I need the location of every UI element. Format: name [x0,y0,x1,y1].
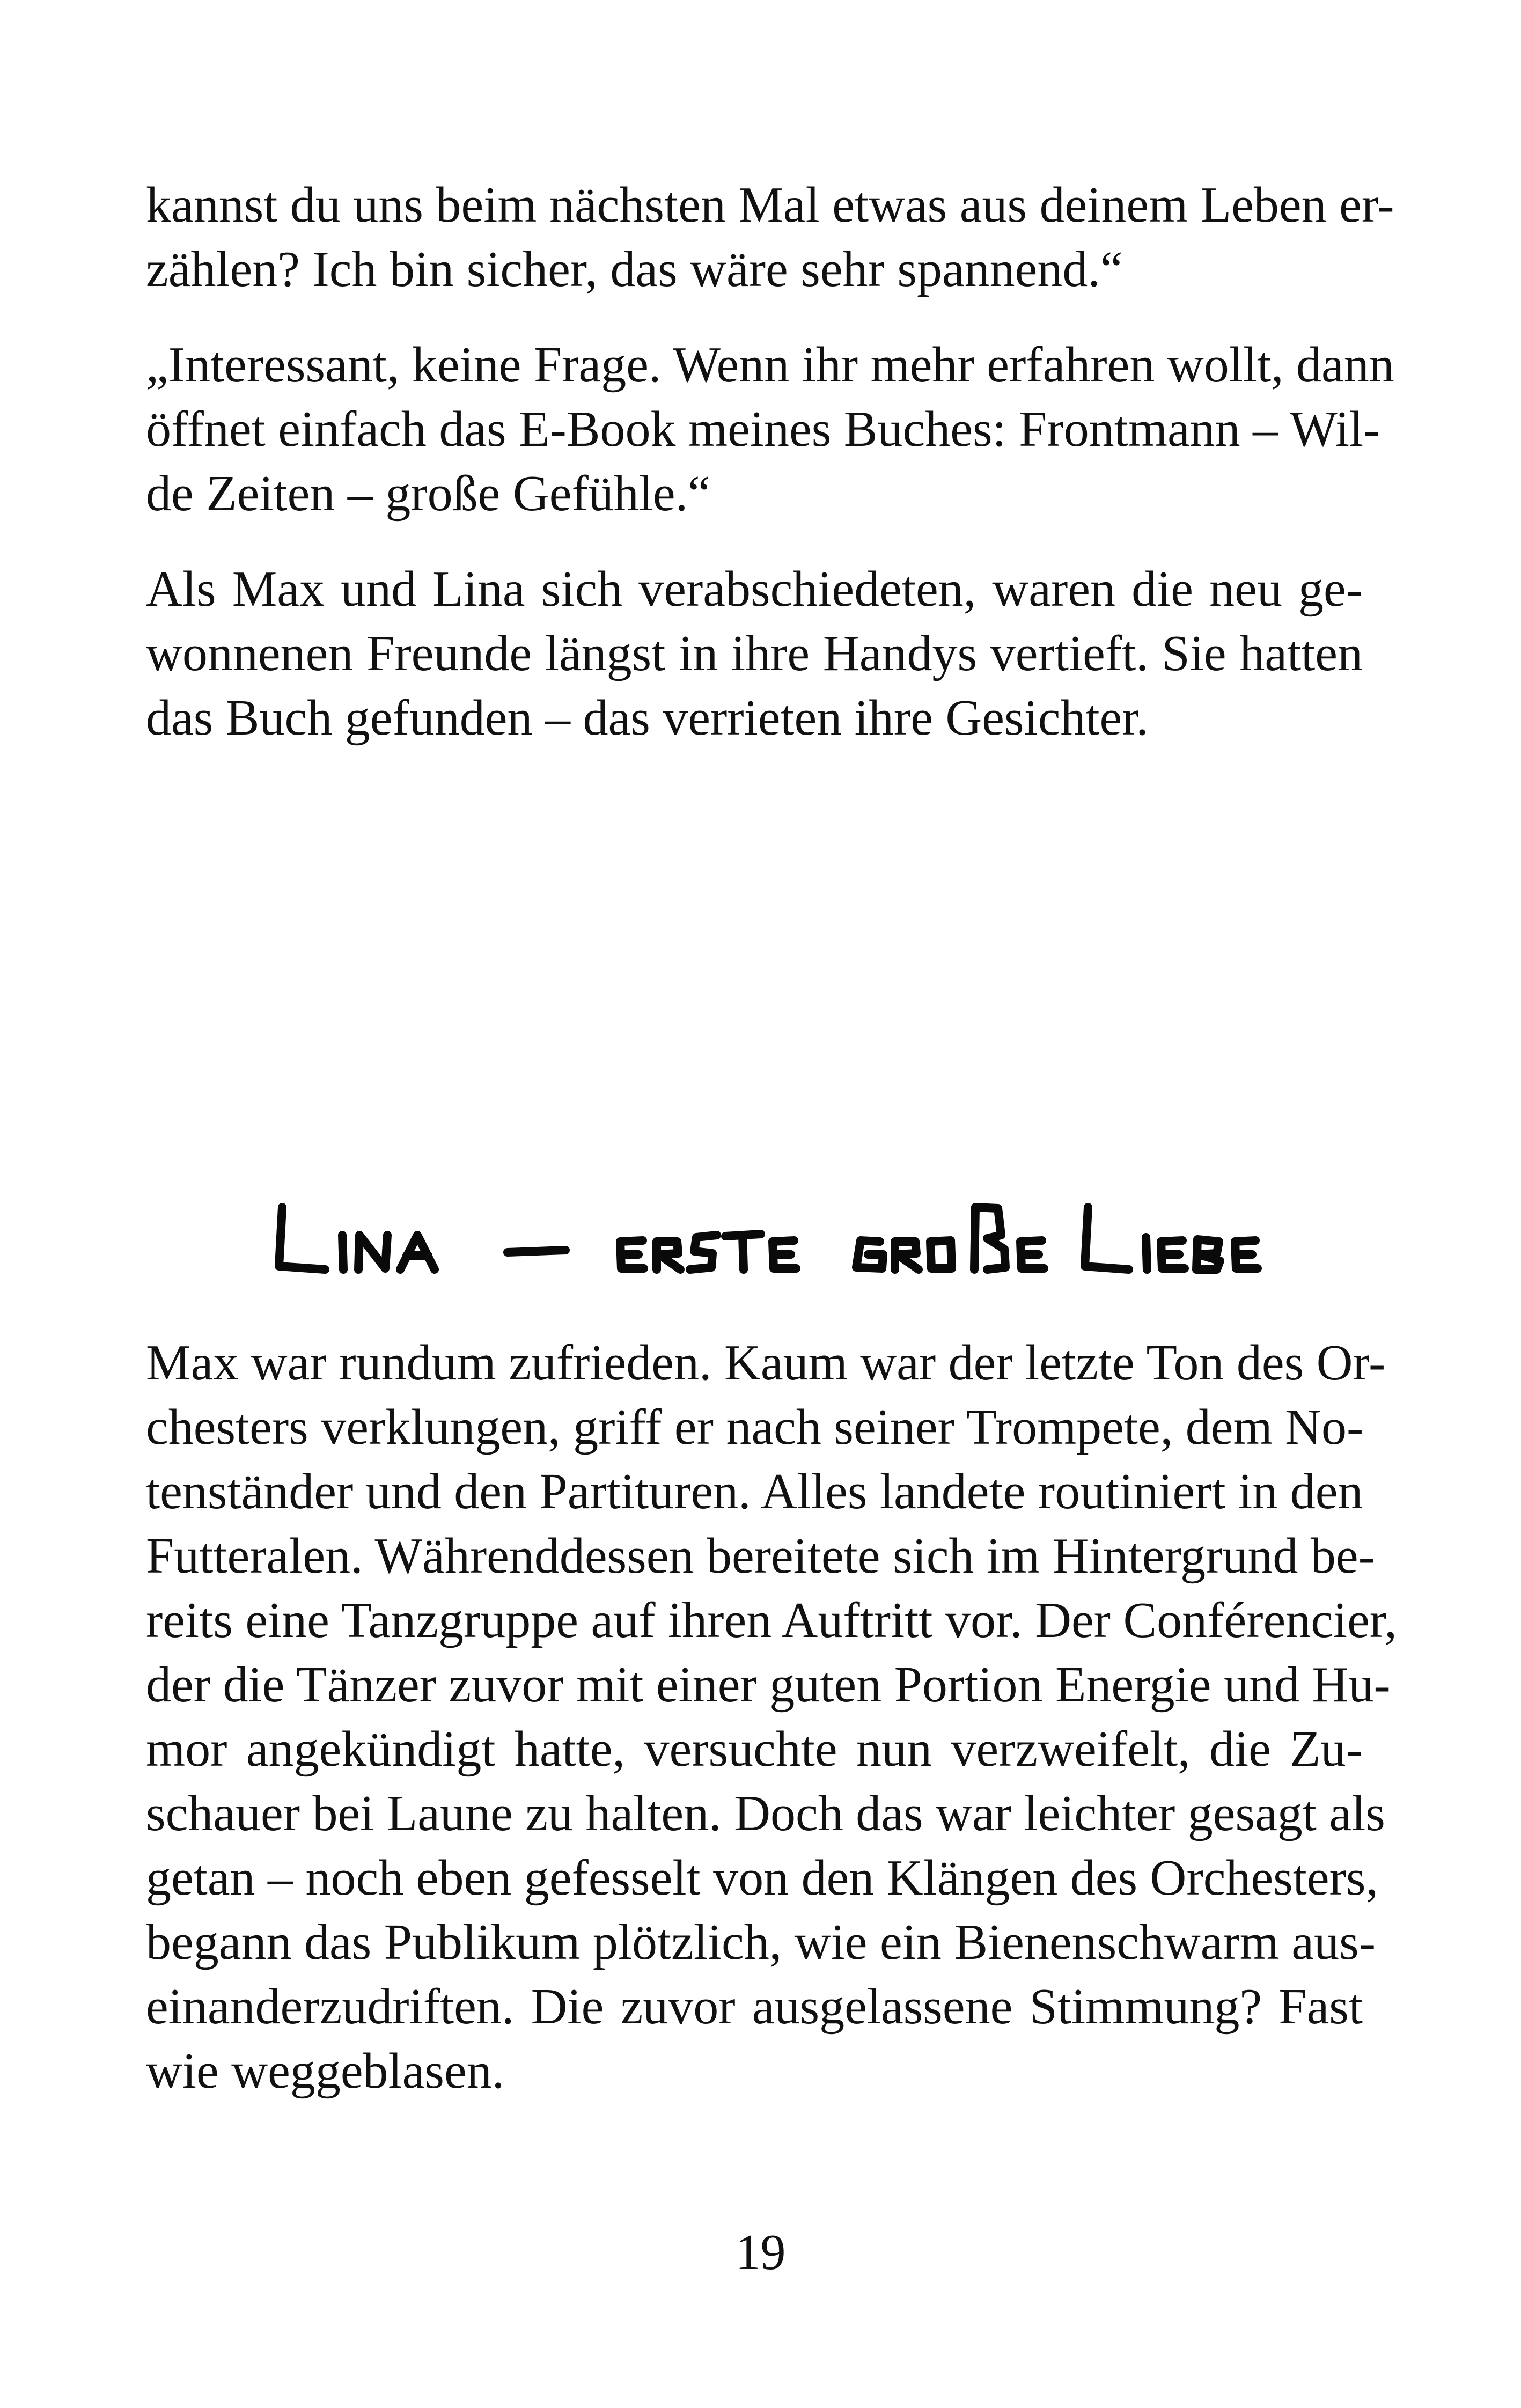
text-line: schauer bei Laune zu halten. Doch das war leichter gesagt als [146,1786,1385,1841]
chapter-text-block [146,1331,1397,2103]
chapter-title-lettering [245,1186,1264,1304]
text-line: getan – noch eben gefesselt von den Klängen des Orchesters, [146,1850,1378,1906]
text-line: wonnenen Freunde längst in ihre Handys vertieft. Sie hatten [146,626,1363,681]
text-line: begann das Publikum plötzlich, wie ein Bienenschwarm aus- [146,1914,1376,1970]
text-line: einanderzudriften. Die zuvor ausgelassene Stimmung? Fast [146,1979,1363,2035]
text-line: öffnet einfach das E-Book meines Buches: Frontmann – Wil- [146,401,1380,457]
text-line: chesters verklungen, griff er nach seiner Trompete, dem No- [146,1399,1364,1455]
top-text-block [146,173,1394,750]
chapter-heading [146,1186,1363,1304]
text-line: Als Max und Lina sich verabschiedeten, waren die neu ge- [146,561,1363,617]
text-line: tenständer und den Partituren. Alles landete routiniert in den [146,1464,1363,1519]
page-number: 19 [735,2225,786,2280]
text-line: kannst du uns beim nächsten Mal etwas aus deinem Leben er- [146,177,1394,233]
paragraph-farewell [146,557,1363,750]
text-line: „Interessant, keine Frage. Wenn ihr mehr erfahren wollt, dann [146,337,1394,393]
text-line: de Zeiten – große Gefühle.“ [146,466,710,522]
text-line: wie weggeblasen. [146,2043,505,2099]
text-line: zählen? Ich bin sicher, das wäre sehr spannend.“ [146,241,1123,297]
chapter-paragraph [146,1331,1397,2103]
paragraph-quote [146,333,1394,526]
text-line: Futteralen. Währenddessen bereitete sich im Hintergrund be- [146,1528,1375,1584]
paragraph-closing-dialogue [146,173,1394,302]
text-line: Max war rundum zufrieden. Kaum war der letzte Ton des Or- [146,1335,1386,1391]
text-line: der die Tänzer zuvor mit einer guten Portion Energie und Hu- [146,1657,1391,1713]
text-line: mor angekündigt hatte, versuchte nun verzweifelt, die Zu- [146,1721,1363,1777]
text-line: das Buch gefunden – das verrieten ihre Gesichter. [146,690,1149,746]
text-line: reits eine Tanzgruppe auf ihren Auftritt vor. Der Conférencier, [146,1592,1397,1648]
